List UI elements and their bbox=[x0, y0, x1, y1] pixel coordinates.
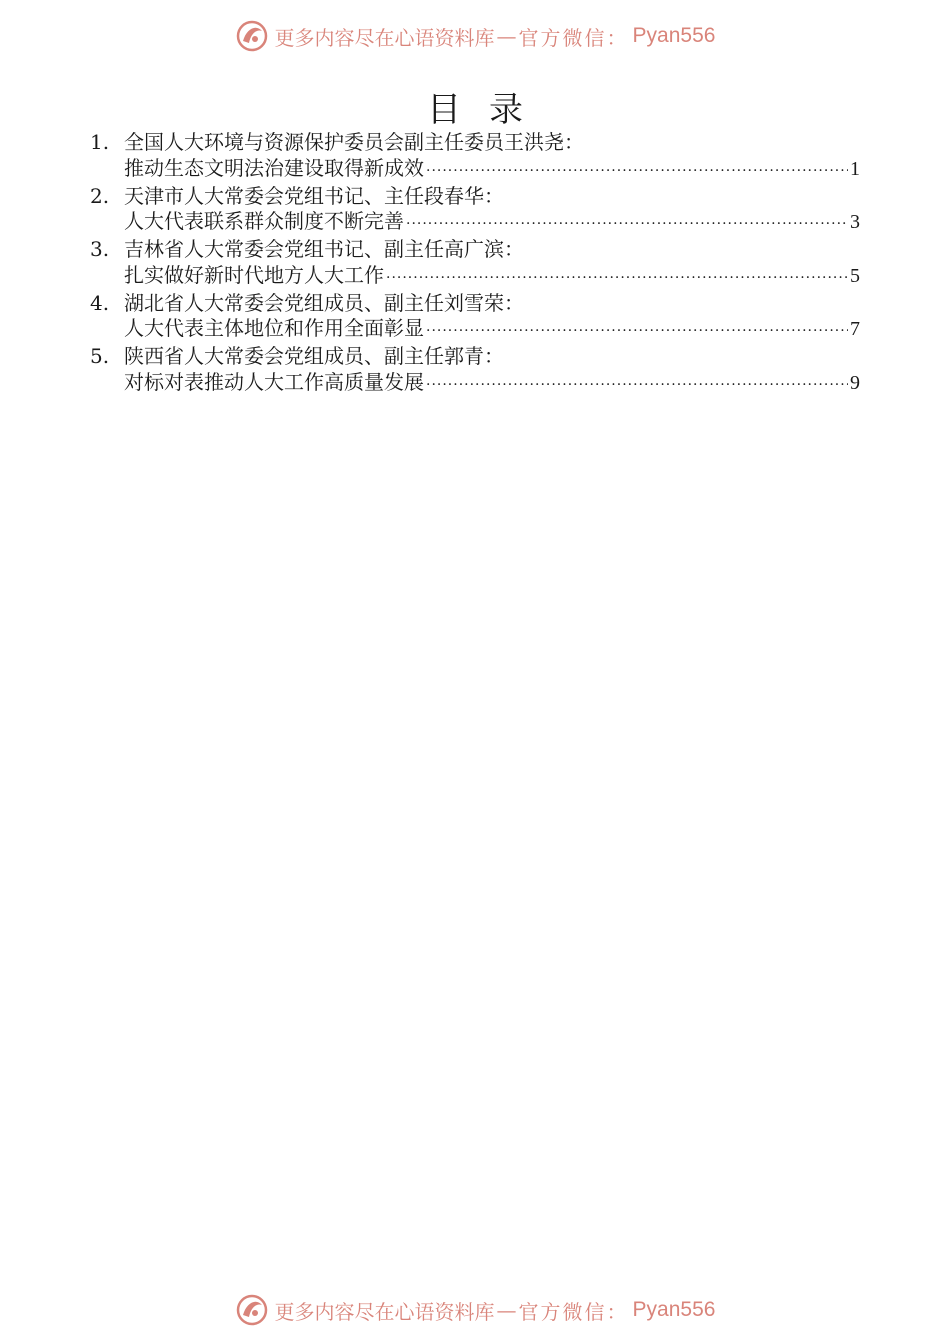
toc-entry-page: 1 bbox=[850, 157, 860, 180]
dot-leader bbox=[426, 373, 848, 398]
toc-entry-line bbox=[90, 316, 860, 344]
toc-entry-page: 5 bbox=[850, 264, 860, 287]
toc-entry-number: 5. bbox=[90, 344, 110, 368]
watermark-text: 更多内容尽在心语资料库 bbox=[274, 1299, 495, 1324]
toc-entry[interactable] bbox=[90, 237, 860, 291]
watermark-dash: — bbox=[496, 24, 517, 48]
toc-entry-head bbox=[90, 344, 860, 370]
watermark-text: 更多内容尽在心语资料库 bbox=[274, 25, 495, 50]
dot-leader bbox=[426, 159, 848, 184]
toc-title: 目录 bbox=[427, 90, 551, 130]
toc-entry-head bbox=[90, 291, 860, 317]
toc-entry-number: 3. bbox=[90, 237, 110, 261]
toc-entry-line bbox=[90, 209, 860, 237]
toc-list bbox=[90, 130, 860, 398]
toc-entry-speaker: 湖北省人大常委会党组成员、副主任刘雪荣： bbox=[124, 290, 524, 315]
toc-entry-topic: 人大代表联系群众制度不断完善 bbox=[124, 209, 404, 233]
toc-entry-line bbox=[90, 156, 860, 184]
toc-entry[interactable] bbox=[90, 130, 860, 184]
toc-entry-head bbox=[90, 237, 860, 263]
logo-icon bbox=[235, 19, 269, 53]
toc-entry-number: 1. bbox=[90, 130, 110, 154]
dot-leader bbox=[386, 266, 848, 291]
toc-entry-speaker: 天津市人大常委会党组书记、主任段春华： bbox=[124, 183, 504, 208]
logo-icon bbox=[235, 1293, 269, 1327]
watermark-label: 官方微信： bbox=[518, 25, 629, 50]
toc-entry-topic: 人大代表主体地位和作用全面彰显 bbox=[124, 316, 424, 340]
toc-entry-number: 4. bbox=[90, 290, 110, 315]
toc-entry-number: 2. bbox=[90, 183, 110, 208]
watermark-dash: — bbox=[496, 1298, 517, 1322]
watermark-label: 官方微信： bbox=[518, 1299, 629, 1324]
dot-leader bbox=[426, 319, 848, 344]
toc-entry-speaker: 吉林省人大常委会党组书记、副主任高广滨： bbox=[124, 237, 524, 261]
dot-leader bbox=[406, 212, 848, 237]
toc-entry[interactable] bbox=[90, 344, 860, 398]
watermark-id: Pyan556 bbox=[632, 24, 716, 47]
toc-entry-line bbox=[90, 263, 860, 291]
toc-entry-head bbox=[90, 184, 860, 210]
toc-entry-head bbox=[90, 130, 860, 156]
toc-entry[interactable] bbox=[90, 184, 860, 238]
toc-entry-line bbox=[90, 370, 860, 398]
toc-entry-speaker: 全国人大环境与资源保护委员会副主任委员王洪尧： bbox=[124, 130, 584, 154]
header-watermark bbox=[0, 16, 950, 56]
toc-entry-topic: 推动生态文明法治建设取得新成效 bbox=[124, 155, 424, 180]
toc-entry-page: 7 bbox=[850, 318, 860, 340]
toc-entry-topic: 对标对表推动人大工作高质量发展 bbox=[124, 369, 424, 394]
watermark-id: Pyan556 bbox=[632, 1298, 716, 1321]
toc-entry-speaker: 陕西省人大常委会党组成员、副主任郭青： bbox=[124, 344, 504, 368]
footer-watermark bbox=[0, 1290, 950, 1330]
toc-entry-page: 9 bbox=[850, 371, 860, 394]
toc-entry-page: 3 bbox=[850, 211, 860, 233]
toc-entry-topic: 扎实做好新时代地方人大工作 bbox=[124, 262, 384, 287]
toc-entry[interactable] bbox=[90, 291, 860, 345]
